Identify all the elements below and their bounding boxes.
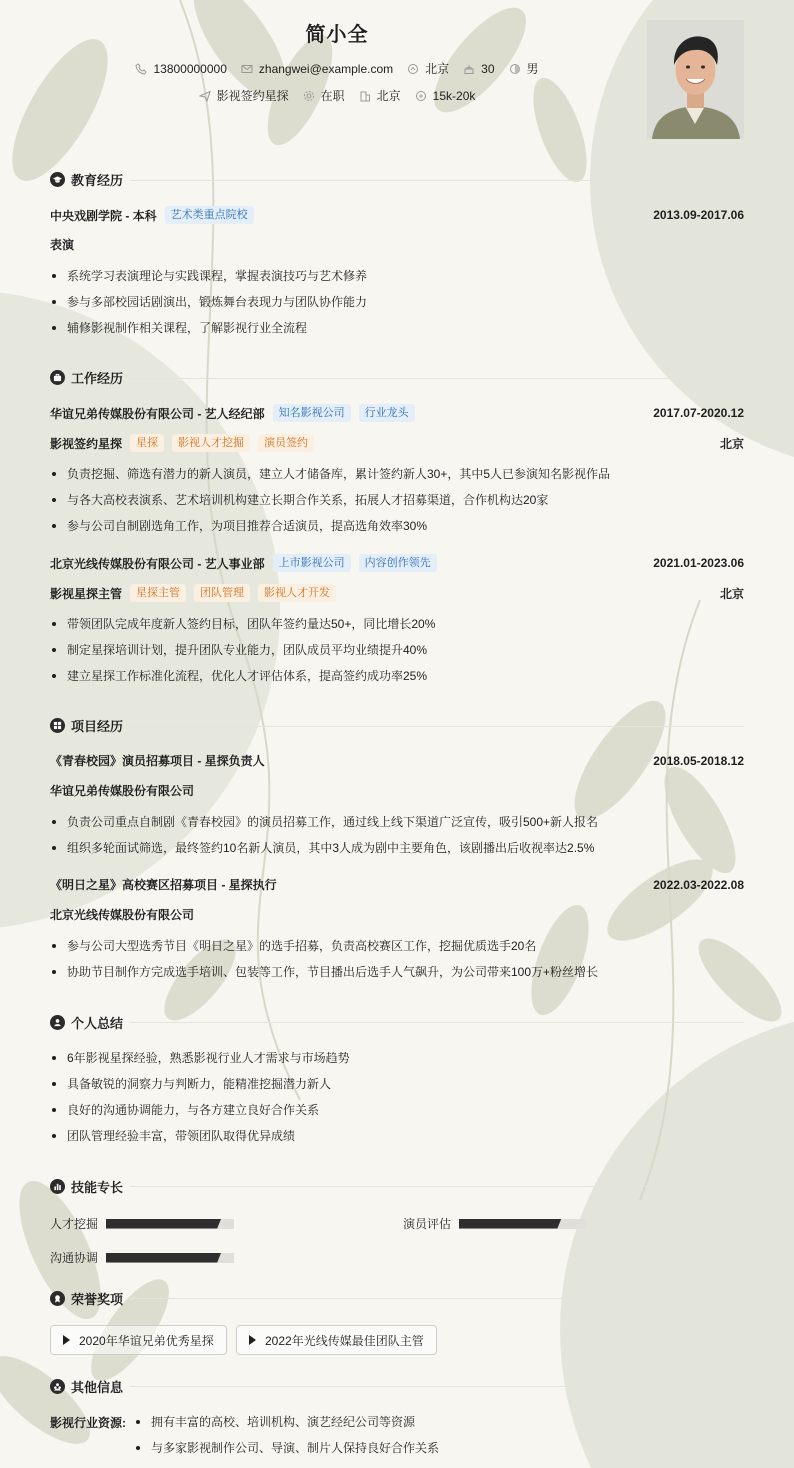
profile-photo xyxy=(647,20,744,139)
skill-bar-fill xyxy=(106,1219,221,1229)
skills-section-title xyxy=(50,1177,123,1196)
list-item: 系统学习表演理论与实践课程，掌握表演技巧与艺术修养 xyxy=(50,266,744,292)
awards-title-text: 荣誉奖项 xyxy=(71,1292,124,1307)
target-city-item xyxy=(359,87,401,104)
medal-icon xyxy=(50,1291,65,1306)
age-text: 30 xyxy=(481,61,495,76)
list-item: 组织多轮面试筛选，最终签约10名新人演员，其中3人成为剧中主要角色，该剧播出后收视率达2.5% xyxy=(50,838,744,864)
list-item: 带领团队完成年度新人签约目标，团队年签约量达50+，同比增长20% xyxy=(50,614,744,640)
skill-name: 人才挖掘 xyxy=(50,1217,99,1231)
job-2-company-row xyxy=(50,554,744,572)
list-item: 制定星探培训计划，提升团队专业能力，团队成员平均业绩提升40% xyxy=(50,640,744,666)
target-city-text: 北京 xyxy=(376,89,401,103)
email-item xyxy=(241,62,393,76)
education-title-text: 教育经历 xyxy=(71,173,124,188)
job-2-company: 北京光线传媒股份有限公司 - 艺人事业部 xyxy=(50,556,265,571)
projects-title-text: 项目经历 xyxy=(71,719,124,734)
summary-bullets xyxy=(50,1048,744,1152)
send-icon xyxy=(199,90,211,102)
briefcase-icon xyxy=(50,370,65,385)
projects-divider xyxy=(130,726,744,727)
skill-item xyxy=(50,1215,234,1232)
awards-divider xyxy=(130,1298,744,1299)
skill-item xyxy=(403,1215,587,1232)
bar-chart-icon xyxy=(50,1179,65,1194)
user-icon xyxy=(50,1015,65,1030)
project-1-org: 华谊兄弟传媒股份有限公司 xyxy=(50,784,195,798)
people-icon xyxy=(50,1379,65,1394)
skill-item xyxy=(50,1249,234,1266)
job-1-date: 2017.07-2020.12 xyxy=(653,406,744,420)
project-2-org: 北京光线传媒股份有限公司 xyxy=(50,908,195,922)
building-icon xyxy=(359,90,371,102)
list-item: 6年影视星探经验，熟悉影视行业人才需求与市场趋势 xyxy=(50,1048,744,1074)
work-divider xyxy=(130,378,744,379)
phone-item xyxy=(135,62,226,76)
job-2-date: 2021.01-2023.06 xyxy=(653,556,744,570)
list-item: 参与公司自制剧选角工作，为项目推荐合适演员，提高选角效率30% xyxy=(50,516,744,542)
job-2-company-tag: 上市影视公司 xyxy=(273,554,351,572)
work-section-title xyxy=(50,368,123,387)
graduation-cap-icon xyxy=(50,172,65,187)
list-item: 辅修影视制作相关课程，了解影视行业全流程 xyxy=(50,318,744,344)
award-chip xyxy=(50,1325,227,1355)
job-1-position-tag: 星探 xyxy=(130,434,164,452)
job-2-company-tag: 内容创作领先 xyxy=(359,554,437,572)
home-icon xyxy=(407,63,419,75)
list-item: 负责挖掘、筛选有潜力的新人演员，建立人才储备库，累计签约新人30+，其中5人已参演知名影视作品 xyxy=(50,464,744,490)
education-school-row xyxy=(50,206,744,224)
job-2-position-tag: 影视人才开发 xyxy=(258,584,336,602)
coin-icon xyxy=(415,90,427,102)
skill-name: 演员评估 xyxy=(403,1217,452,1231)
work-title-text: 工作经历 xyxy=(71,371,124,386)
job-target-item xyxy=(199,87,289,104)
skill-bar-fill xyxy=(106,1253,221,1263)
list-item: 与多家影视制作公司、导演、制片人保持良好合作关系 xyxy=(134,1438,439,1464)
other-title-text: 其他信息 xyxy=(71,1380,124,1395)
job-2-position: 影视星探主管 xyxy=(50,586,123,601)
projects-section-title xyxy=(50,716,123,735)
list-item: 参与公司大型选秀节目《明日之星》的选手招募，负责高校赛区工作，挖掘优质选手20名 xyxy=(50,936,744,962)
other-divider xyxy=(130,1386,744,1387)
list-item: 具备敏锐的洞察力与判断力，能精准挖掘潜力新人 xyxy=(50,1074,744,1100)
skills-title-text: 技能专长 xyxy=(71,1180,124,1195)
list-item: 良好的沟通协调能力，与各方建立良好合作关系 xyxy=(50,1100,744,1126)
job-2-bullets xyxy=(50,614,744,692)
status-text: 在职 xyxy=(320,89,345,103)
job-1-position-row xyxy=(50,434,744,452)
job-1-location: 北京 xyxy=(719,436,744,451)
education-section-title xyxy=(50,170,123,189)
project-1-org-row xyxy=(50,782,744,799)
job-1-company-tag: 行业龙头 xyxy=(359,404,415,422)
list-item: 团队管理经验丰富，带领团队取得优异成绩 xyxy=(50,1126,744,1152)
skills-divider xyxy=(130,1186,744,1187)
gender-icon xyxy=(509,63,521,75)
phone-text: 13800000000 xyxy=(153,61,227,76)
list-item: 协助节目制作方完成选手培训、包装等工作，节目播出后选手人气飙升，为公司带来100万+粉丝增长 xyxy=(50,962,744,988)
play-icon xyxy=(249,1335,256,1345)
list-item: 拥有丰富的高校、培训机构、演艺经纪公司等资源 xyxy=(134,1412,439,1438)
age-item xyxy=(463,62,494,76)
contact-info-row xyxy=(0,60,674,77)
education-date: 2013.09-2017.06 xyxy=(653,208,744,222)
other-bullets xyxy=(134,1412,439,1464)
project-2-row xyxy=(50,876,744,893)
list-item: 参与多部校园话剧演出，锻炼舞台表现力与团队协作能力 xyxy=(50,292,744,318)
skill-bar xyxy=(459,1219,587,1229)
award-chip xyxy=(236,1325,437,1355)
job-1-position-tag: 影视人才挖掘 xyxy=(172,434,250,452)
education-bullets xyxy=(50,266,744,344)
city-text: 北京 xyxy=(425,62,450,76)
list-item: 负责公司重点自制剧《青春校园》的演员招募工作，通过线上线下渠道广泛宣传，吸引500+新人报名 xyxy=(50,812,744,838)
summary-divider xyxy=(130,1022,744,1023)
salary-text: 15k-20k xyxy=(432,88,476,103)
phone-icon xyxy=(135,63,147,75)
award-text: 2020年华谊兄弟优秀星探 xyxy=(79,1333,214,1348)
email-text: zhangwei@example.com xyxy=(258,61,394,76)
list-item: 建立星探工作标准化流程，优化人才评估体系，提高签约成功率25% xyxy=(50,666,744,692)
job-1-position-tag: 演员签约 xyxy=(258,434,314,452)
awards-section-title xyxy=(50,1289,123,1308)
project-1-name: 《青春校园》演员招募项目 - 星探负责人 xyxy=(50,754,265,768)
list-item: 与各大高校表演系、艺术培训机构建立长期合作关系，拓展人才招募渠道，合作机构达20家 xyxy=(50,490,744,516)
candidate-name: 简小全 xyxy=(305,24,369,46)
job-1-position: 影视签约星探 xyxy=(50,436,123,451)
job-2-position-row xyxy=(50,584,744,602)
job-2-position-tag: 团队管理 xyxy=(194,584,250,602)
skill-bar xyxy=(106,1219,234,1229)
education-major-row xyxy=(50,236,744,253)
award-text: 2022年光线传媒最佳团队主管 xyxy=(265,1333,424,1348)
project-2-date: 2022.03-2022.08 xyxy=(653,877,744,892)
cake-icon xyxy=(463,63,475,75)
grid-icon xyxy=(50,718,65,733)
city-item xyxy=(407,60,449,77)
other-resource-label: 影视行业资源: xyxy=(50,1416,126,1430)
school-name: 中央戏剧学院 - 本科 xyxy=(50,208,157,223)
job-1-company-row xyxy=(50,404,744,422)
gender-text: 男 xyxy=(526,62,539,76)
summary-title-text: 个人总结 xyxy=(71,1016,124,1031)
project-1-row xyxy=(50,752,744,769)
job-2-location: 北京 xyxy=(719,586,744,601)
project-2-org-row xyxy=(50,906,744,923)
salary-item xyxy=(415,89,476,103)
job-1-bullets xyxy=(50,464,744,542)
major-name: 表演 xyxy=(50,238,75,252)
job-1-company: 华谊兄弟传媒股份有限公司 - 艺人经纪部 xyxy=(50,406,265,421)
project-2-bullets xyxy=(50,936,744,988)
gear-icon xyxy=(303,90,315,102)
job-1-company-tag: 知名影视公司 xyxy=(273,404,351,422)
school-tag: 艺术类重点院校 xyxy=(165,206,254,224)
project-1-bullets xyxy=(50,812,744,864)
education-divider xyxy=(130,180,744,181)
project-1-date: 2018.05-2018.12 xyxy=(653,753,744,768)
play-icon xyxy=(63,1335,70,1345)
gender-item xyxy=(509,60,539,77)
summary-section-title xyxy=(50,1013,123,1032)
skill-bar xyxy=(106,1253,234,1263)
skill-bar-fill xyxy=(459,1219,561,1229)
other-section-title xyxy=(50,1377,123,1396)
job-2-position-tag: 星探主管 xyxy=(130,584,186,602)
mail-icon xyxy=(241,63,253,75)
job-intent-row xyxy=(0,87,674,104)
skill-name: 沟通协调 xyxy=(50,1251,99,1265)
project-2-name: 《明日之星》高校赛区招募项目 - 星探执行 xyxy=(50,878,277,892)
status-item xyxy=(303,87,345,104)
job-target-text: 影视签约星探 xyxy=(216,89,289,103)
